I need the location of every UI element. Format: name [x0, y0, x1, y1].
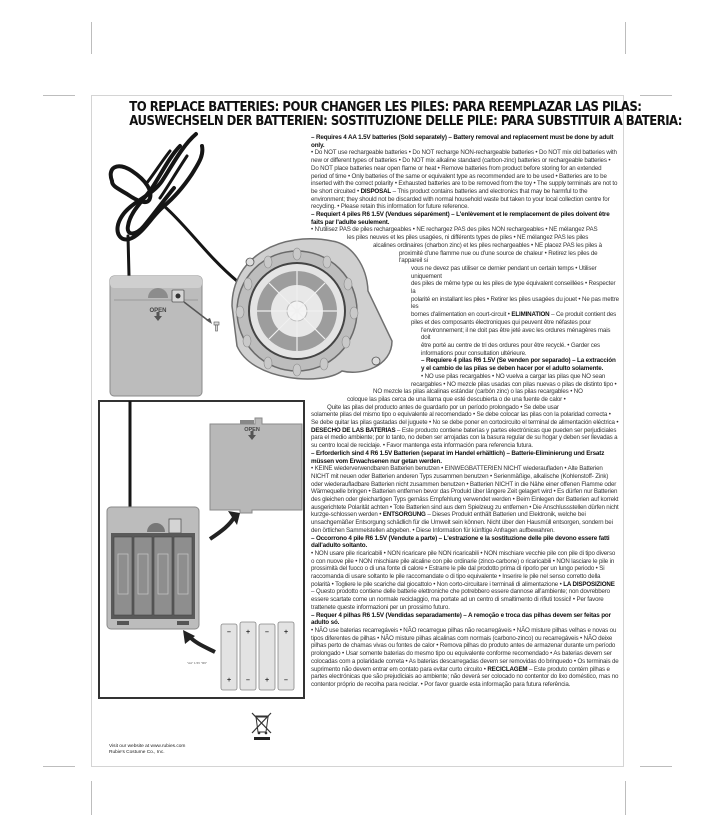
- es-disposal-text: – Este producto contiene baterías y partes electrónicas que pueden ser perjudiciales para el medio ambiente; por lo tanto, no deben ser arrojadas con la basura regular de su hogar y deben ser llevadas a su centro local de reciclaje. • Favor mantenga esta información para referencia futura.: [311, 426, 618, 450]
- title-line-1: TO REPLACE BATTERIES: POUR CHANGER LES PILES: PARA REEMPLAZAR LAS PILAS:: [129, 99, 642, 115]
- crop-mark-right-bottom-h: [640, 766, 672, 767]
- it-disposal-text: – Questo prodotto contiene delle batterie elettroniche che potrebbero essere dannose all'ambiente; non dovrebbero essere scartate come un normale reciclaggio, ma portate ad un centro di smaltimento di rifiuti tossici! • Per favore trattenete queste informazioni per un prossimo futuro.: [311, 588, 610, 611]
- fr-line-0: • N'utilisez PAS de piles rechargeables • NE rechargez PAS des piles NON rechargeables • NE mélangez PAS: [311, 226, 598, 234]
- battery-1-bottom-plus: +: [226, 677, 232, 684]
- es-line-3: coloque las pilas cerca de una llama que esté descubierta o de una fuente de calor •: [347, 395, 566, 403]
- crop-mark-bottom-right-v: [625, 781, 626, 815]
- es-heading: – Requiere 4 pilas R6 1.5V (Se venden por separado) – La extracción y el cambio de las pilas se deben hacer por el adulto solamente.: [421, 357, 616, 373]
- battery-2-top-plus: +: [245, 629, 251, 636]
- fr-line-4: vous ne devez pas utiliser ce dernier pendant un certain temps • Utiliser uniquement: [411, 264, 597, 280]
- crop-mark-left-top-h: [43, 95, 75, 96]
- it-block: [311, 550, 619, 612]
- crop-mark-top-left-v: [91, 22, 92, 54]
- fr-line-2: alcalines ordinaires (charbon zinc) et les piles rechargeables • NE placez PAS les piles à: [373, 241, 602, 249]
- fr-heading: – Requiert 4 piles R6 1.5V (Vendues séparément) – L'enlèvement et le remplacement de piles doivent être faits par l'adulte seulement.: [311, 211, 610, 226]
- open-label-bottom: OPEN: [244, 427, 260, 433]
- fr-disposal-line-1: piles et des composants électroniques qui peuvent être néfastes pour: [411, 318, 592, 326]
- battery-3-bottom-plus: +: [264, 677, 270, 684]
- es-line-4: Quite las pilas del producto antes de guardarlo por un período prolongado • Se debe usar: [327, 403, 559, 411]
- pt-block: [311, 627, 619, 689]
- es-block: [311, 411, 619, 450]
- title-line-2: AUSWECHSELN DER BATTERIEN: SOSTITUZIONE DELLE PILE: PARA SUBSTITUIR A BATERIA:: [129, 113, 682, 129]
- en-block: [311, 149, 619, 211]
- de-body: • KEINE wiederverwendbaren Batterien benutzen • EINWEGBATTERIEN NICHT wiederaufladen • Alte Batterien NICHT mit neuen oder Batterien anderen Typs zusammen benutzen • Serienmäßige, alkalische (Kohlenstoff- Zink) oder wiederaufladbare Batterien nicht zusammen benutzen • Batterien NICHT in die Nähe einer offenen Flamme oder Wärmequelle bringen • Batterien entfernen bevor das Produkt über längere Zeit gelagert wird • Es dürfen nur Batterien des gleichen oder gleichartigen Typs gemäss Empfehlung verwendet werden • Beim Einlegen der Batterien auf korrekt ausgerichtete Polarität achten • Tote Batterien sind aus dem Spielzeug zu entfernen • Die Anschlussstellen dürfen nicht kurzge-schlossen werden •: [311, 465, 619, 519]
- it-heading: – Occorrono 4 pile R6 1.5V (Vendute a parte) – L'estrazione e la sostituzione delle pile devono essere fatti dall'adulto soltanto.: [311, 534, 610, 550]
- en-heading: – Requires 4 AA 1.5V batteries (Sold separately) – Battery removal and replacement must be done by adult only.: [311, 134, 614, 149]
- battery-1-top-minus: –: [227, 629, 231, 636]
- es-line-0: • NO use pilas recargables • NO vuelva a cargar las pilas que NO sean: [421, 372, 606, 380]
- pt-disposal-label: RECICLAGEM: [487, 665, 528, 673]
- screw-hole: [176, 294, 181, 299]
- fr-line-5: des piles de même type ou les piles de type équivalent conseillées • Respecter la: [411, 280, 616, 296]
- page-title: [129, 99, 682, 129]
- footer: [109, 744, 185, 756]
- es-line-1: recargables • NO mezcle pilas usadas con pilas nuevas o pilas de distinto tipo •: [411, 380, 617, 388]
- fr-line-6: polarité en installant les piles • Retirer les piles usagées du jouet • Ne pas mettre les: [411, 295, 619, 311]
- website-text: Visit our website at www.rubies.com: [109, 744, 186, 749]
- company-name: Rubie's Costume Co., Inc.: [109, 750, 165, 755]
- fr-disposal-line-2: l'environnement; il ne doit pas être jeté avec les ordures ménagères mais doit: [421, 326, 611, 342]
- instructions-text: [311, 134, 619, 689]
- battery-type-note: "AA" 1.5V "R6": [187, 661, 207, 665]
- battery-4-top-plus: +: [283, 629, 289, 636]
- battery-box-open: [107, 507, 199, 629]
- battery-4-bottom-minus: –: [284, 677, 288, 684]
- power-cord: [111, 134, 237, 281]
- fr-line-1: les piles neuves et les piles usagées, ni différents types de piles • NE mélangez PAS les piles: [347, 234, 589, 242]
- de-heading: – Erforderlich sind 4 R6 1.5V Batterien (separat im Handel erhältlich) – Batterie-Eliminierung und Ersatz müssen vom Erwachsenen nur getan werden.: [311, 449, 605, 465]
- battery-box-closed: [110, 276, 202, 396]
- crop-mark-left-bottom-h: [43, 766, 75, 767]
- fr-disposal-line-0: – Ce produit contient des: [551, 311, 617, 319]
- es-line-2: NO mezcle las pilas alcalinas estándar (carbón zinc) o las pilas recargables • NO: [373, 388, 583, 396]
- pt-heading: – Requer 4 pilhas R6 1.5V (Vendidas separadamente) – A remoção e troca das pilhas devem ser feitas por adulto só.: [311, 611, 611, 627]
- battery-3-top-minus: –: [265, 629, 269, 636]
- fr-line-7-text: bornes d'alimentation en court-circuit •: [411, 311, 510, 319]
- de-disposal-text: – Dieses Produkt enthält Batterien und Elektronik, welche bei unsachgemäßer Entsorgung schädlich für die Umwelt sein können. Nicht über den Hausmüll entsorgen, sondern bei den örtlichen Sammelstellen abgeben. • Diese Information für künftige Anfragen aufbewahren.: [311, 511, 613, 534]
- en-body: • Do NOT use rechargeable batteries • Do NOT recharge NON-rechargeable batteries • Do NOT mix old batteries with new or different types of batteries • Do NOT mix alkaline standard (carbon-zinc) batteries or rechargeable batteries • Do NOT place batteries near open flame or heat • Remove batteries from product before storing for an extended period of time • Only batteries of the same or equivalent type as recommended are to be used • Batteries are to be inserted with the correct polarity • Exhausted batteries are to be removed from the toy • The supply terminals are not to be short circuited •: [311, 149, 618, 195]
- pt-disposal-text: – Este produto contém pilhas e partes electrónicas que são prejudiciais ao ambiente; não deverá ser colocado no contentor do lixo doméstico, mas no contentor próprio de recolha para reciclar. • Por favor guarde esta informação para futura referência.: [311, 665, 619, 688]
- en-disposal-text: – This product contains batteries and electronics that may be harmful to the environment; they should not be discarded with normal household waste but taken to your local collection centre for recycling. • Please retain this information for future reference.: [311, 187, 610, 211]
- pt-body: • NÃO use baterias recarregáveis • NÃO recarregue pilhas não recarregáveis • NÃO misture pilhas velhas e novas ou tipos diferentes de pilhas • NÃO misture pilhas alcalinas com normais (carbono-zinco) ou recarregáveis • NÃO deixe pilhas perto de chamas vivas ou fontes de calor • Remova pilhas do produto antes de armazenar durante um período prolongado • Usar somente baterias do mesmo tipo ou equivalente conforme recomendado • As baterias devem ser colocadas com a polaridade correta • As baterias descarregadas devem ser removidas do brinquedo • Os terminais de suprimento não devem entrar em contato para evitar curto circuito •: [311, 627, 619, 673]
- crop-mark-bottom-left-v: [91, 781, 92, 815]
- de-block: [311, 465, 619, 534]
- instruction-sheet: [91, 95, 682, 767]
- weee-crossed-bin-icon: [249, 711, 275, 741]
- crop-mark-top-right-v: [625, 22, 626, 54]
- es-disposal-label: DESECHO DE LAS BATERIAS: [311, 426, 396, 434]
- crop-mark-right-top-h: [640, 95, 672, 96]
- fr-line-3: proximité d'une flamme nue ou d'une source de chaleur • Retirez les piles de l'appareil si: [399, 249, 598, 265]
- battery-2-bottom-minus: –: [246, 677, 250, 684]
- battery-replacement-illustration: [97, 399, 307, 701]
- screw-icon: [214, 322, 219, 331]
- de-disposal-label: ENTSORGUNG: [382, 511, 426, 519]
- it-disposal-label: LA DISPOSIZIONE: [563, 580, 615, 588]
- open-label-top: OPEN: [149, 308, 167, 314]
- fr-disposal-line-4: informations pour consultation ultérieure.: [421, 349, 527, 357]
- fr-disposal-label: ELIMINATION: [511, 311, 550, 319]
- es-body: solamente pilas del mismo tipo o equivalente al recomendado • Se debe colocar las pilas con la polaridad correcta • Se debe quitar las pilas gastadas del juguete • No se debe poner en cortocircuito el terminal de alimentación eléctrica •: [311, 411, 619, 427]
- en-disposal-label: DISPOSAL: [360, 187, 392, 195]
- fr-line-7: [311, 311, 619, 319]
- it-body: • NON usare pile ricaricabili • NON ricaricare pile NON ricaricabili • NON mischiare vecchie pile con pile di tipo diverso o con nuove pile • NON mischiare pile alcaline con pile ordinarie (zinco-carbone) o ricaricabili • NON lasciare le pile in prossimità del fuoco o di una fonte di calore • Estrarre le pile dal prodotto prima di riporlo per un lungo periodo • Si raccomanda di usare soltanto le pile raccomandate o di tipo equivalente • Inserire le pile nel senso corretto della polarità • Togliere le pile scariche dal giocattolo • Non corto-circuitare i terminali di alimentazione •: [311, 549, 616, 588]
- fr-disposal-line-3: être porté au centre de tri des ordures pour être recyclé. • Garder ces: [421, 341, 600, 349]
